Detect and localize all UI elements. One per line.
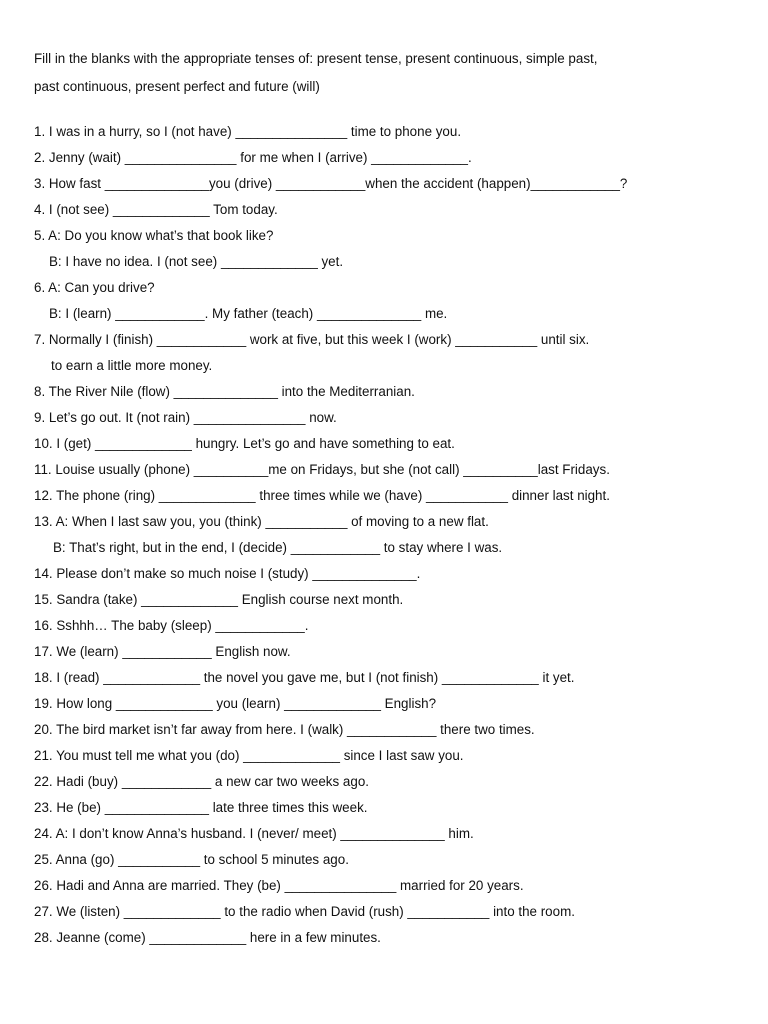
- exercise-item-6b: B: I (learn) ____________. My father (teach) ______________ me.: [49, 306, 448, 321]
- exercise-item-5b: B: I have no idea. I (not see) _____________ yet.: [49, 254, 344, 269]
- instructions-line-2: past continuous, present perfect and future (will): [34, 79, 320, 94]
- exercise-item-14: 14. Please don’t make so much noise I (study) ______________.: [34, 566, 421, 581]
- exercise-item-9: 9. Let’s go out. It (not rain) _______________ now.: [34, 410, 337, 425]
- exercise-item-13a: 13. A: When I last saw you, you (think) ___________ of moving to a new flat.: [34, 514, 489, 529]
- exercise-item-4: 4. I (not see) _____________ Tom today.: [34, 202, 278, 217]
- exercise-item-27: 27. We (listen) _____________ to the radio when David (rush) ___________ into the room.: [34, 904, 575, 919]
- exercise-item-21: 21. You must tell me what you (do) _____________ since I last saw you.: [34, 748, 464, 763]
- exercise-item-16: 16. Sshhh… The baby (sleep) ____________.: [34, 618, 309, 633]
- exercise-item-10: 10. I (get) _____________ hungry. Let’s go and have something to eat.: [34, 436, 455, 451]
- exercise-item-5a: 5. A: Do you know what’s that book like?: [34, 228, 274, 243]
- exercise-item-22: 22. Hadi (buy) ____________ a new car two weeks ago.: [34, 774, 369, 789]
- exercise-item-28: 28. Jeanne (come) _____________ here in a few minutes.: [34, 930, 381, 945]
- exercise-item-13b: B: That’s right, but in the end, I (decide) ____________ to stay where I was.: [53, 540, 503, 555]
- exercise-item-3: 3. How fast ______________you (drive) ____________when the accident (happen)____________?: [34, 176, 628, 191]
- exercise-item-7: 7. Normally I (finish) ____________ work at five, but this week I (work) ___________ until six.: [34, 332, 590, 347]
- exercise-item-23: 23. He (be) ______________ late three times this week.: [34, 800, 368, 815]
- exercise-item-18: 18. I (read) _____________ the novel you gave me, but I (not finish) _____________ it yet.: [34, 670, 575, 685]
- exercise-item-24: 24. A: I don’t know Anna’s husband. I (never/ meet) ______________ him.: [34, 826, 474, 841]
- exercise-item-2: 2. Jenny (wait) _______________ for me when I (arrive) _____________.: [34, 150, 472, 165]
- exercise-item-8: 8. The River Nile (flow) ______________ into the Mediterranian.: [34, 384, 415, 399]
- instructions: [34, 45, 754, 101]
- exercise-item-19: 19. How long _____________ you (learn) _____________ English?: [34, 696, 437, 711]
- exercise-item-6a: 6. A: Can you drive?: [34, 280, 155, 295]
- exercise-item-20: 20. The bird market isn’t far away from here. I (walk) ____________ there two times.: [34, 722, 535, 737]
- exercise-item-26: 26. Hadi and Anna are married. They (be) _______________ married for 20 years.: [34, 878, 524, 893]
- exercise-item-25: 25. Anna (go) ___________ to school 5 minutes ago.: [34, 852, 349, 867]
- exercise-item-7-continued: to earn a little more money.: [51, 358, 213, 373]
- exercise-item-12: 12. The phone (ring) _____________ three times while we (have) ___________ dinner last night.: [34, 488, 610, 503]
- exercise-item-1: 1. I was in a hurry, so I (not have) _______________ time to phone you.: [34, 124, 462, 139]
- exercise-list: [34, 119, 754, 951]
- instructions-line-1: Fill in the blanks with the appropriate tenses of: present tense, present continuous, simple past,: [34, 51, 598, 66]
- exercise-item-15: 15. Sandra (take) _____________ English course next month.: [34, 592, 404, 607]
- exercise-item-17: 17. We (learn) ____________ English now.: [34, 644, 291, 659]
- exercise-item-11: 11. Louise usually (phone) __________me on Fridays, but she (not call) __________last Fridays.: [34, 462, 610, 477]
